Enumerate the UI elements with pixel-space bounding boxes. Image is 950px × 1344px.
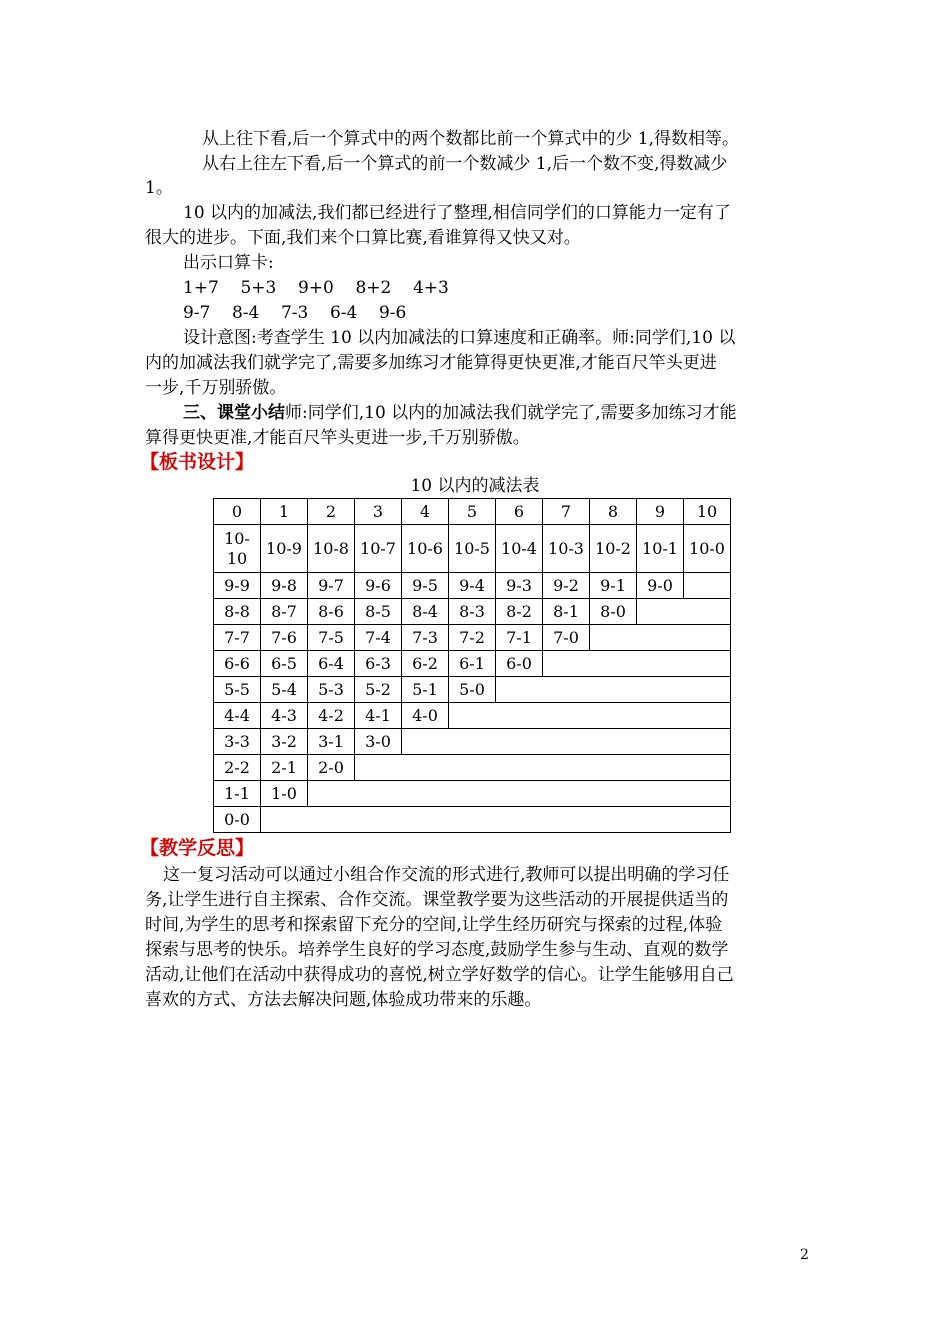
- table-cell: 10-9: [261, 525, 308, 573]
- table-cell: 9-1: [590, 573, 637, 599]
- table-cell: 9-8: [261, 573, 308, 599]
- paragraph-design-intent-cont: 内的加减法我们就学完了,需要多加练习才能算得更快更准,才能百尺竿头更进: [145, 353, 717, 373]
- table-header-cell: 2: [308, 499, 355, 525]
- table-cell: 10-1: [637, 525, 684, 573]
- table-cell: 9-2: [543, 573, 590, 599]
- table-empty-cell: [684, 573, 731, 599]
- table-cell: 7-1: [496, 625, 543, 651]
- table-cell: 1-0: [261, 781, 308, 807]
- subtraction-cards: 9-7 8-4 7-3 6-4 9-6: [183, 303, 407, 323]
- table-cell: 8-5: [355, 599, 402, 625]
- paragraph-intro: 10 以内的加减法,我们都已经进行了整理,相信同学们的口算能力一定有了: [183, 203, 731, 223]
- reflection-line-6: 喜欢的方式、方法去解决问题,体验成功带来的乐趣。: [145, 990, 542, 1010]
- table-row: [214, 807, 731, 833]
- table-cell: 6-2: [402, 651, 449, 677]
- table-title: 10 以内的减法表: [410, 476, 540, 496]
- table-cell: 10-0: [684, 525, 731, 573]
- table-row: [214, 573, 731, 599]
- table-cell: 4-1: [355, 703, 402, 729]
- table-cell: 7-6: [261, 625, 308, 651]
- table-cell: 0-0: [214, 807, 261, 833]
- table-cell: 9-6: [355, 573, 402, 599]
- summary-lead: 三、课堂小结: [183, 403, 285, 423]
- table-cell: 7-0: [543, 625, 590, 651]
- table-cell: 4-2: [308, 703, 355, 729]
- table-header-cell: 8: [590, 499, 637, 525]
- table-cell: 6-0: [496, 651, 543, 677]
- paragraph-summary-cont: 算得更快更准,才能百尺竿头更进一步,千万别骄傲。: [145, 428, 530, 448]
- table-cell: 10-3: [543, 525, 590, 573]
- subtraction-table: [213, 498, 731, 833]
- table-cell: 9-3: [496, 573, 543, 599]
- reflection-line-2: 务,让学生进行自主探索、合作交流。课堂教学要为这些活动的开展提供适当的: [145, 890, 729, 910]
- paragraph-observation-1: 从上往下看,后一个算式中的两个数都比前一个算式中的少 1,得数相等。: [202, 129, 740, 149]
- table-cell: 8-0: [590, 599, 637, 625]
- table-cell: 4-0: [402, 703, 449, 729]
- table-cell: 6-5: [261, 651, 308, 677]
- table-cell: 5-2: [355, 677, 402, 703]
- table-cell: 9-0: [637, 573, 684, 599]
- table-empty-cell: [402, 729, 731, 755]
- table-cell: 5-1: [402, 677, 449, 703]
- table-cell: 7-4: [355, 625, 402, 651]
- table-cell: 2-0: [308, 755, 355, 781]
- table-empty-cell: [637, 599, 731, 625]
- table-cell: 7-7: [214, 625, 261, 651]
- table-row: [214, 525, 731, 573]
- table-cell: 8-4: [402, 599, 449, 625]
- table-header-row: [214, 499, 731, 525]
- table-empty-cell: [496, 677, 731, 703]
- paragraph-observation-2: 从右上往左下看,后一个算式的前一个数减少 1,后一个数不变,得数减少: [202, 154, 728, 174]
- table-row: [214, 703, 731, 729]
- table-cell: 2-1: [261, 755, 308, 781]
- reflection-line-4: 探索与思考的快乐。培养学生良好的学习态度,鼓励学生参与生动、直观的数学: [145, 940, 729, 960]
- table-header-cell: 4: [402, 499, 449, 525]
- table-cell: 3-3: [214, 729, 261, 755]
- table-cell: 8-6: [308, 599, 355, 625]
- table-empty-cell: [355, 755, 731, 781]
- section-teaching-reflection: 【教学反思】: [140, 837, 255, 859]
- table-cell: 10-6: [402, 525, 449, 573]
- table-empty-cell: [261, 807, 731, 833]
- paragraph-show-cards: 出示口算卡:: [183, 253, 274, 273]
- table-cell: 1-1: [214, 781, 261, 807]
- table-cell: 7-2: [449, 625, 496, 651]
- table-cell: 3-2: [261, 729, 308, 755]
- table-header-cell: 6: [496, 499, 543, 525]
- table-row: [214, 729, 731, 755]
- table-cell: 5-4: [261, 677, 308, 703]
- table-row: [214, 625, 731, 651]
- table-cell: 9-9: [214, 573, 261, 599]
- table-cell: 4-3: [261, 703, 308, 729]
- addition-cards: 1+7 5+3 9+0 8+2 4+3: [183, 278, 449, 298]
- reflection-line-5: 活动,让他们在活动中获得成功的喜悦,树立学好数学的信心。让学生能够用自己: [145, 965, 734, 985]
- paragraph-observation-2-cont: 1。: [145, 178, 173, 198]
- table-header-cell: 1: [261, 499, 308, 525]
- table-empty-cell: [449, 703, 731, 729]
- table-cell: 8-3: [449, 599, 496, 625]
- page-number: 2: [800, 1247, 809, 1263]
- table-header-cell: 5: [449, 499, 496, 525]
- table-row: [214, 781, 731, 807]
- paragraph-intro-cont: 很大的进步。下面,我们来个口算比赛,看谁算得又快又对。: [145, 228, 581, 248]
- paragraph-summary: [183, 401, 737, 425]
- table-cell: 7-5: [308, 625, 355, 651]
- table-header-cell: 7: [543, 499, 590, 525]
- table-cell: 7-3: [402, 625, 449, 651]
- table-cell: 5-3: [308, 677, 355, 703]
- table-cell: 6-4: [308, 651, 355, 677]
- table-cell: 6-3: [355, 651, 402, 677]
- summary-text: 师:同学们,10 以内的加减法我们就学完了,需要多加练习才能: [285, 403, 737, 423]
- table-cell: 10-5: [449, 525, 496, 573]
- table-cell: 8-7: [261, 599, 308, 625]
- section-board-design: 【板书设计】: [140, 451, 255, 473]
- table-cell: 8-1: [543, 599, 590, 625]
- table-cell: 10-2: [590, 525, 637, 573]
- table-cell: 10-4: [496, 525, 543, 573]
- table-header-cell: 10: [684, 499, 731, 525]
- table-cell: 10-8: [308, 525, 355, 573]
- reflection-line-3: 时间,为学生的思考和探索留下充分的空间,让学生经历研究与探索的过程,体验: [145, 915, 723, 935]
- table-cell: 9-5: [402, 573, 449, 599]
- table-row: [214, 599, 731, 625]
- table-empty-cell: [543, 651, 731, 677]
- table-cell: 6-1: [449, 651, 496, 677]
- table-empty-cell: [590, 625, 731, 651]
- table-cell: 5-5: [214, 677, 261, 703]
- table-header-cell: 9: [637, 499, 684, 525]
- table-cell: 6-6: [214, 651, 261, 677]
- table-header-cell: 0: [214, 499, 261, 525]
- table-cell: 4-4: [214, 703, 261, 729]
- paragraph-design-intent: 设计意图:考查学生 10 以内加减法的口算速度和正确率。师:同学们,10 以: [183, 328, 736, 348]
- table-cell: 8-8: [214, 599, 261, 625]
- table-cell: 3-0: [355, 729, 402, 755]
- table-empty-cell: [308, 781, 731, 807]
- table-cell: 10- 10: [214, 525, 261, 573]
- table-cell: 9-7: [308, 573, 355, 599]
- table-cell: 8-2: [496, 599, 543, 625]
- reflection-line-1: 这一复习活动可以通过小组合作交流的形式进行,教师可以提出明确的学习任: [163, 865, 730, 885]
- table-cell: 2-2: [214, 755, 261, 781]
- table-header-cell: 3: [355, 499, 402, 525]
- table-cell: 9-4: [449, 573, 496, 599]
- table-row: [214, 677, 731, 703]
- table-cell: 10-7: [355, 525, 402, 573]
- paragraph-design-intent-end: 一步,千万别骄傲。: [145, 378, 287, 398]
- table-row: [214, 651, 731, 677]
- table-cell: 5-0: [449, 677, 496, 703]
- table-row: [214, 755, 731, 781]
- table-cell: 3-1: [308, 729, 355, 755]
